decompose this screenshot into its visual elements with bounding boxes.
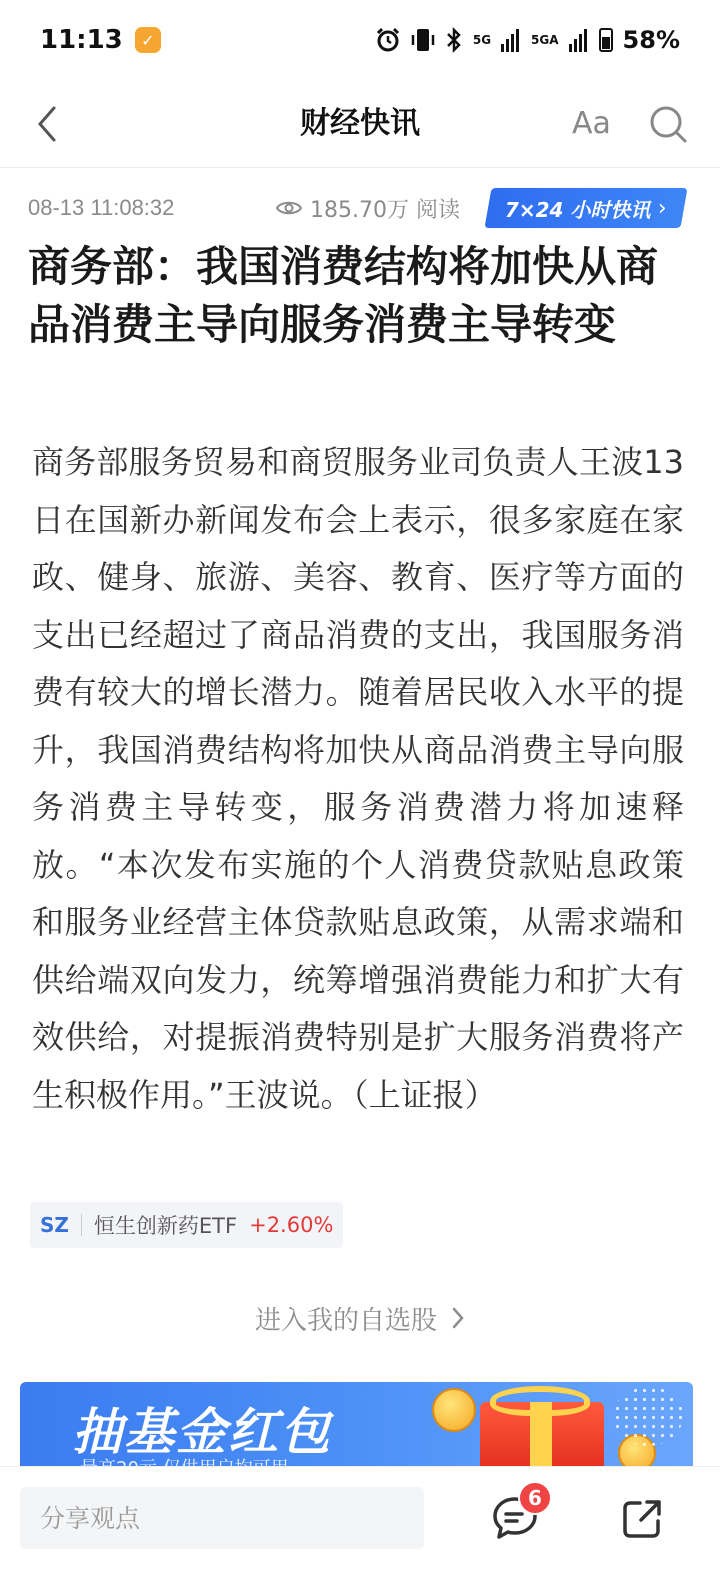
watchlist-link[interactable] bbox=[0, 1296, 720, 1340]
chevron-right-icon bbox=[451, 1306, 465, 1330]
share-button[interactable] bbox=[620, 1497, 664, 1541]
promo-title: 抽基金红包 bbox=[72, 1403, 332, 1461]
bottom-bar bbox=[0, 1466, 720, 1584]
back-icon bbox=[36, 104, 60, 144]
related-stock-chip[interactable] bbox=[30, 1202, 343, 1248]
font-size-button[interactable]: Aa bbox=[572, 106, 611, 141]
signal-icon-2 bbox=[569, 28, 589, 52]
coin-icon bbox=[432, 1388, 476, 1432]
nav-bar bbox=[0, 80, 720, 168]
article-body: 商务部服务贸易和商贸服务业司负责人王波13日在国新办新闻发布会上表示，很多家庭在家政、健身、旅游、美容、教育、医疗等方面的支出已经超过了商品消费的支出，我国服务消费有较大的增长潜力。随着居民收入水平的提升，我国消费结构将加快从商品消费主导向服务消费主导转变，服务消费潜力将加速释放。“本次发布实施的个人消费贷款贴息政策和服务业经营主体贷款贴息政策，从需求端和供给端双向发力，统筹增强消费能力和扩大有效供给，对提振消费特别是扩大服务消费将产生积极作用。”王波说。（上证报） bbox=[32, 443, 684, 1114]
share-icon bbox=[620, 1497, 664, 1541]
stock-name: 恒生创新药ETF bbox=[93, 1214, 238, 1238]
chevron-right-icon: › bbox=[658, 195, 668, 221]
publish-time: 08-13 11:08:32 bbox=[28, 195, 175, 220]
article-headline: 商务部：我国消费结构将加快从商品消费主导向服务消费主导转变 bbox=[28, 242, 659, 349]
view-count-text: 185.70万 阅读 bbox=[310, 197, 460, 223]
bluetooth-icon bbox=[445, 27, 463, 53]
app-notification-icon: ✓ bbox=[135, 27, 161, 53]
comment-count-badge: 6 bbox=[518, 1481, 552, 1515]
eye-icon bbox=[276, 199, 302, 217]
search-button[interactable] bbox=[646, 102, 690, 146]
stock-change: +2.60% bbox=[249, 1213, 334, 1237]
live-news-label: 7×24 小时快讯 bbox=[504, 197, 651, 222]
vibrate-icon bbox=[411, 27, 435, 53]
status-left bbox=[40, 25, 161, 55]
article-meta bbox=[28, 188, 692, 228]
watchlist-label: 进入我的自选股 bbox=[254, 1305, 437, 1336]
battery-percent: 58% bbox=[622, 26, 680, 54]
divider bbox=[81, 1214, 82, 1236]
clock: 11:13 bbox=[40, 25, 123, 55]
status-right bbox=[375, 26, 680, 54]
alarm-icon bbox=[375, 27, 401, 53]
search-icon bbox=[646, 102, 690, 146]
decorative-dots bbox=[613, 1386, 683, 1446]
network-label-2: 5GA bbox=[531, 33, 559, 47]
network-label-1: 5G bbox=[472, 33, 492, 47]
comment-input[interactable] bbox=[20, 1487, 424, 1549]
view-count bbox=[276, 193, 460, 224]
status-bar bbox=[0, 0, 720, 80]
promo-banner[interactable] bbox=[20, 1382, 693, 1466]
signal-icon bbox=[501, 28, 521, 52]
page-title: 财经快讯 bbox=[300, 106, 420, 141]
battery-icon bbox=[599, 28, 613, 52]
stock-market: SZ bbox=[40, 1213, 69, 1237]
gift-bow-icon bbox=[490, 1386, 590, 1416]
live-news-button[interactable] bbox=[484, 188, 687, 228]
back-button[interactable] bbox=[28, 102, 68, 146]
